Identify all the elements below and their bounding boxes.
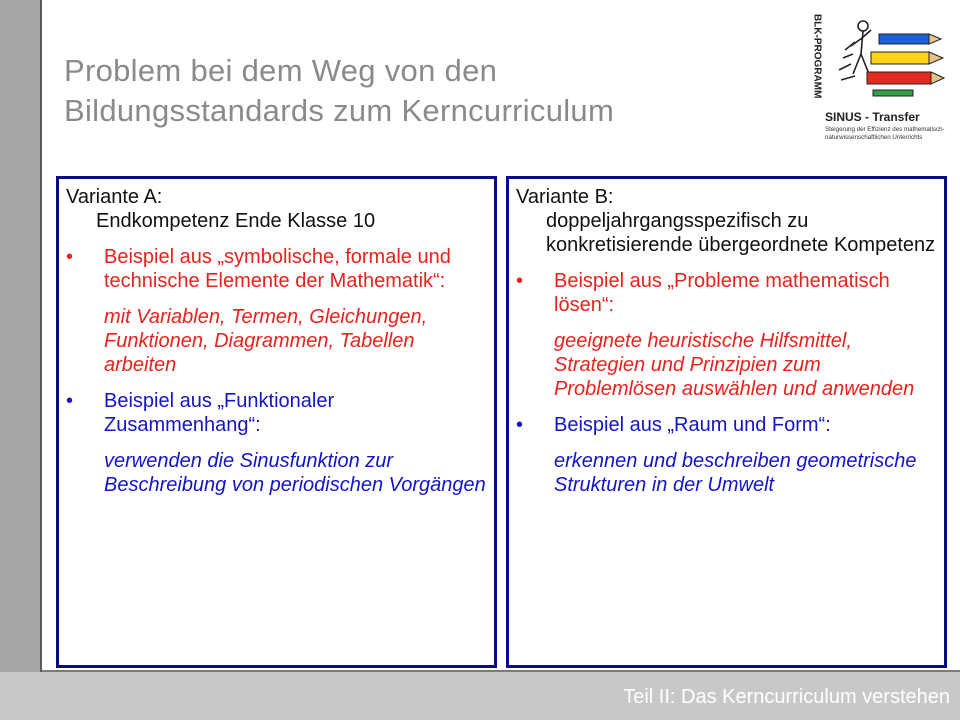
variant-b-box (506, 176, 947, 668)
bullet-icon: • (516, 270, 524, 292)
variant-a-bullet-1-text: Beispiel aus „symbolische, formale und technische Elemente der Mathematik“: (104, 246, 451, 292)
variant-a-bullet-2 (66, 389, 486, 437)
variant-a-example-2: verwenden die Sinusfunktion zur Beschreibung von periodischen Vorgängen (104, 450, 486, 496)
variant-a-bullet-2-text: Beispiel aus „Funktionaler Zusammenhang“: (104, 390, 335, 436)
logo-vertical-text: BLK-PROGRAMM (811, 14, 823, 99)
left-decorative-strip (0, 0, 40, 720)
left-strip-divider (40, 0, 42, 720)
variant-a-bullet-1 (66, 245, 486, 293)
variant-a-example-1: mit Variablen, Termen, Gleichungen, Funktionen, Diagrammen, Tabellen arbeiten (104, 306, 428, 376)
variant-b-heading: Variante B: (516, 186, 614, 208)
variant-a-heading: Variante A: (66, 186, 163, 208)
logo-name: SINUS - Transfer (825, 110, 920, 124)
pencils-figure-icon (833, 14, 945, 106)
bullet-icon: • (66, 246, 74, 268)
bullet-icon: • (516, 414, 524, 436)
variant-b-content (516, 185, 936, 509)
logo-vertical-label (805, 14, 829, 122)
slide-title-line1: Problem bei dem Weg von den (64, 53, 498, 88)
slide-title (64, 51, 784, 131)
blk-sinus-logo (805, 14, 955, 149)
variant-a-heading-sub: Endkompetenz Ende Klasse 10 (96, 210, 376, 232)
logo-subtitle: Steigerung der Effizienz des mathematisch-naturwissenschaftlichen Unterrichts (825, 126, 945, 141)
variant-a-content (66, 185, 486, 509)
variant-b-bullet-2-text: Beispiel aus „Raum und Form“: (554, 414, 831, 436)
variant-b-heading-sub: doppeljahrgangsspezifisch zu konkretisierende übergeordnete Kompetenz (546, 210, 936, 256)
variant-b-bullet-1-text: Beispiel aus „Probleme mathematisch lösen“: (554, 270, 890, 316)
variant-b-bullet-2 (516, 413, 936, 437)
footer-divider (42, 670, 960, 672)
variant-b-example-1: geeignete heuristische Hilfsmittel, Strategien und Prinzipien zum Problemlösen auswählen und anwenden (554, 330, 915, 400)
variant-b-bullet-1 (516, 269, 936, 317)
footer-text: Teil II: Das Kerncurriculum verstehen (623, 686, 950, 708)
variant-b-example-2: erkennen und beschreiben geometrische Strukturen in der Umwelt (554, 450, 917, 496)
bullet-icon: • (66, 390, 74, 412)
slide-title-line2: Bildungsstandards zum Kerncurriculum (64, 93, 615, 128)
variant-a-box (56, 176, 497, 668)
